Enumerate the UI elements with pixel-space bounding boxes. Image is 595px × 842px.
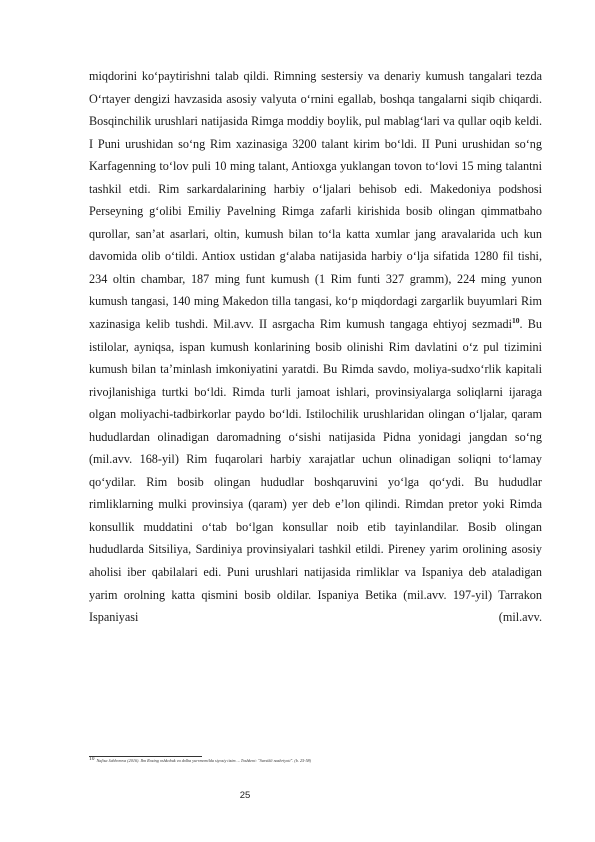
footnote-separator bbox=[89, 756, 202, 757]
footnote bbox=[89, 755, 542, 764]
footnote-text: Nafisa Jabborova (2016). Ibn Rozing oshkobuk va dolba yurrmemilda siyosiy tizim. – Toshkent: "Sarsikli nashriyoti". (b. 25-58) bbox=[96, 758, 312, 763]
footnote-number: 10 bbox=[89, 755, 95, 762]
footnote-reference[interactable]: 10 bbox=[512, 315, 520, 325]
page-number: 25 bbox=[239, 790, 251, 801]
body-text-part-1: miqdorini ko‘paytirishni talab qildi. Rimning sestersiy va denariy kumush tangalari tezda O‘rtayer dengizi havzasida asosiy valyuta o‘rnini egallab, boshqa tangalarni siqib chiqardi. Bosqinchilik urushlari natijasida Rimga moddiy boylik, pul mablag‘lari va qullar oqib keldi. I Puni urushidan so‘ng Rim xazinasiga 3200 talant kirim bo‘ldi. II Puni urushidan so‘ng Karfagenning to‘lov puli 10 ming talant, Antioxga yuklangan tovon to‘lovi 15 ming talantni tashkil etdi. Rim sarkardalarining harbiy o‘ljalari behisob edi. Makedoniya podshosi Perseyning g‘olibi Emiliy Pavelning Rimga zafarli kirishida bosib olingan qimmatbaho qurollar, san’at asarlari, oltin, kumush bilan to‘la katta xumlar jang aravalarida uch kun davomida olib o‘tildi. Antiox ustidan g‘alaba natijasida harbiy o‘lja sifatida 1280 fil tishi, 234 oltin chambar, 187 ming funt kumush (1 Rim funti 327 gramm), 224 ming yunon kumush tangasi, 140 ming Makedon tilla tangasi, ko‘p miqdordagi zargarlik buyumlari Rim xazinasiga kelib tushdi. Mil.avv. II asrgacha Rim kumush tangaga ehtiyoj sezmadi bbox=[89, 69, 542, 332]
body-text-part-2: . Bu istilolar, ayniqsa, ispan kumush konlarining bosib olinishi Rim davlatini o‘z pul tizimini kumush bilan ta’minlash imkoniyatini yaratdi. Bu Rimda savdo, moliya-sudxo‘rlik kapitali rivojlanishiga turtki bo‘ldi. Rimda turli jamoat ishlari, provinsiyalarga soliqlarni ijaraga olgan moliyachi-tadbirkorlar paydo bo‘ldi. Istilochilik urushlaridan olingan o‘ljalar, qaram hududlardan olinadigan daromadning o‘sishi natijasida Pidna yonidagi jangdan so‘ng (mil.avv. 168-yil) Rim fuqarolari harbiy xarajatlar uchun olinadigan soliqni to‘lamay qo‘ydilar. Rim bosib olingan hududlar boshqaruvini yo‘lga qo‘ydi. Bu hududlar rimliklarning mulki provinsiya (qaram) yer deb e’lon qilindi. Rimdan pretor yoki Rimda konsullik muddatini o‘tab bo‘lgan konsullar noib etib tayinlandilar. Bosib olingan hududlarda Sitsiliya, Sardiniya provinsiyalari tashkil etildi. Pireney yarim orolining asosiy aholisi iber qabilalari edi. Puni urushlari natijasida rimliklar va Ispaniya deb ataladigan yarim orolning katta qismini bosib oldilar. Ispaniya Betika (mil.avv. 197-yil) Tarrakon Ispaniyasi (mil.avv. bbox=[89, 317, 542, 625]
body-paragraph bbox=[89, 65, 542, 629]
